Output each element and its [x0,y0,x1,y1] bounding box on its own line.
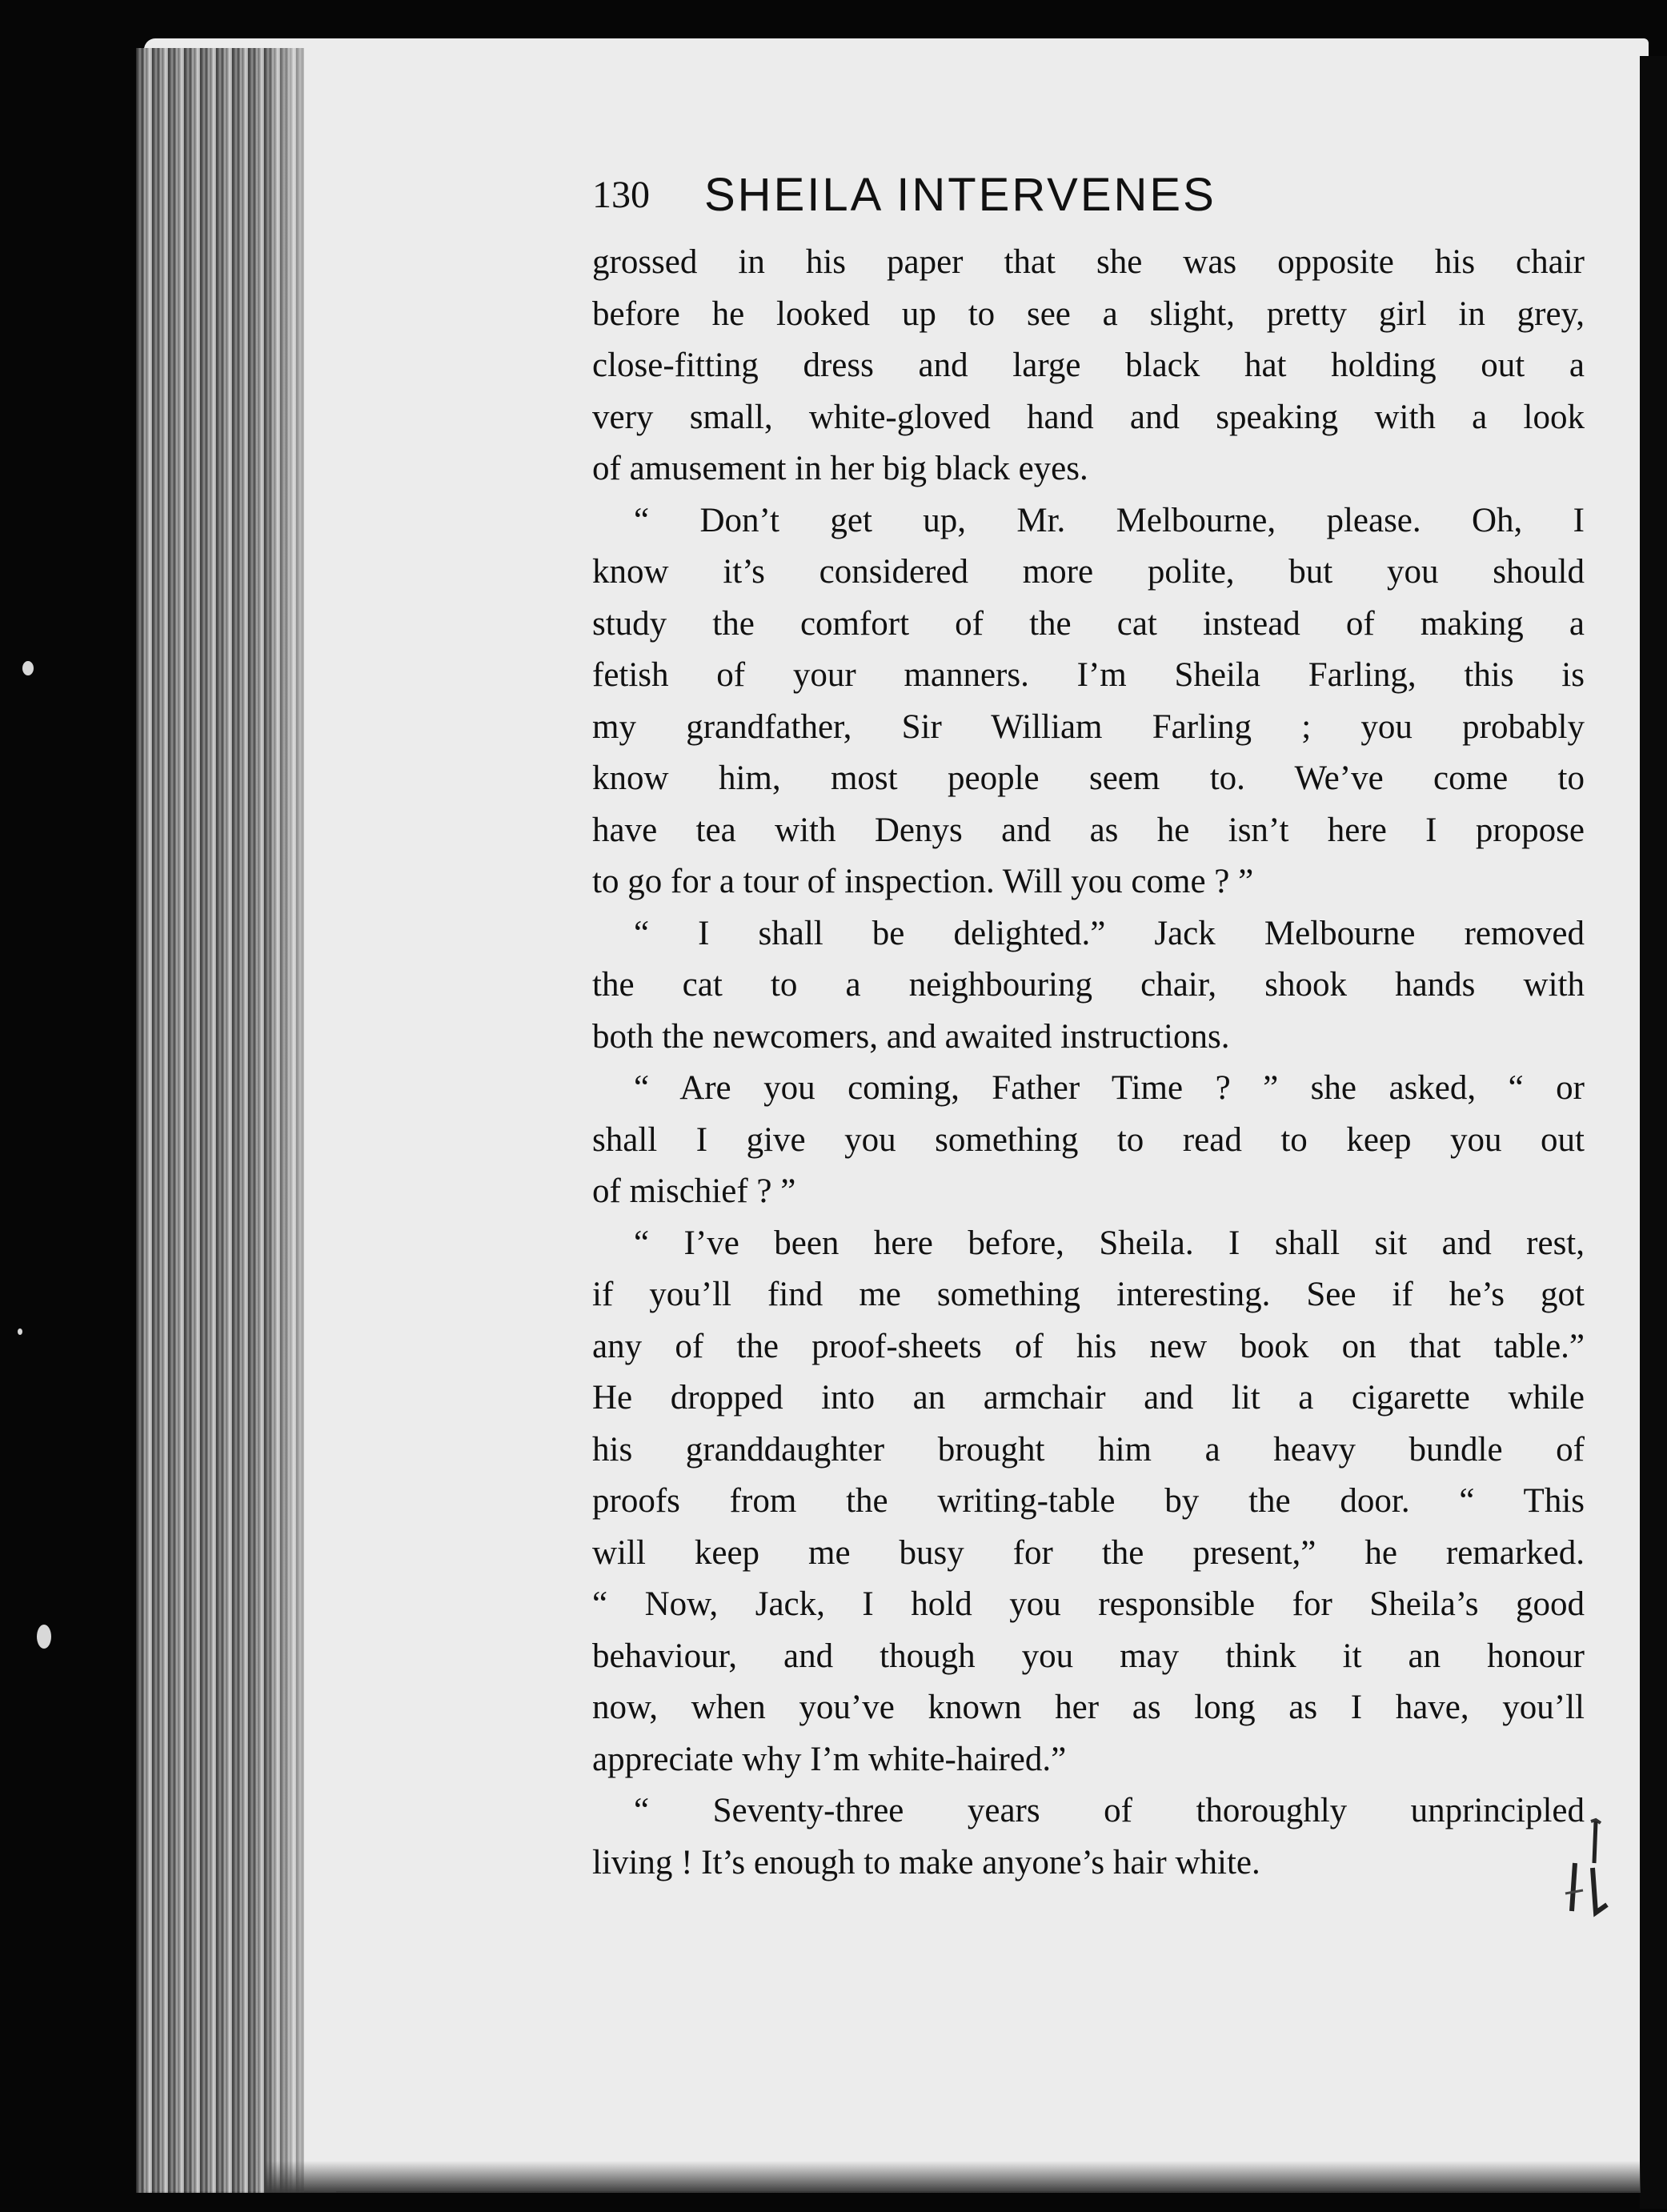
text-line: now, when you’ve known her as long as I have, you’ll [592,1689,1585,1726]
text-line: know it’s considered more polite, but you should [592,553,1585,591]
text-line: before he looked up to see a slight, pretty girl in grey, [592,295,1585,333]
text-line: fetish of your manners. I’m Sheila Farling, this is [592,656,1585,694]
text-line: close-fitting dress and large black hat holding out a [592,347,1585,384]
text-line: of amusement in her big black eyes. [592,450,1088,487]
page-number: 130 [592,174,650,216]
text-line: living ! It’s enough to make anyone’s hair white. [592,1843,1260,1881]
dust-speck [22,661,34,675]
handwritten-mark-icon [1559,1815,1615,1919]
text-line: He dropped into an armchair and lit a cigarette while [592,1379,1585,1417]
text-line: study the comfort of the cat instead of making a [592,604,1585,643]
text-line: of mischief ? ” [592,1172,796,1210]
text-line: the cat to a neighbouring chair, shook hands with [592,966,1585,1004]
running-title: SHEILA INTERVENES [704,169,1216,221]
handwritten-mark [1559,1815,1615,1919]
text-line: “ I’ve been here before, Sheila. I shall sit and rest, [634,1224,1585,1262]
text-line: to go for a tour of inspection. Will you come ? ” [592,863,1254,900]
text-line: grossed in his paper that she was opposite his chair [592,243,1585,281]
page-bottom-shadow [264,2161,1641,2193]
text-line: “ Now, Jack, I hold you responsible for Sheila’s good [592,1585,1585,1623]
text-line: appreciate why I’m white-haired.” [592,1740,1067,1778]
text-line: know him, most people seem to. We’ve come to [592,759,1585,797]
dust-speck [37,1625,51,1649]
text-line: his granddaughter brought him a heavy bundle of [592,1430,1585,1469]
text-line: “ Seventy-three years of thoroughly unprincipled [634,1792,1585,1829]
body-text [592,237,1585,1889]
text-line: shall I give you something to read to keep you out [592,1120,1585,1159]
text-line: will keep me busy for the present,” he remarked. [592,1533,1585,1572]
text-line: any of the proof-sheets of his new book on that table.” [592,1327,1585,1365]
text-line: very small, white-gloved hand and speaking with a look [592,398,1585,436]
text-line: “ I shall be delighted.” Jack Melbourne removed [634,914,1585,952]
page-header [592,168,1585,232]
text-line: both the newcomers, and awaited instructions. [592,1017,1230,1056]
text-line: “ Don’t get up, Mr. Melbourne, please. Oh, I [634,501,1585,539]
text-line: “ Are you coming, Father Time ? ” she asked, “ or [634,1069,1585,1107]
text-line: proofs from the writing-table by the door. “ This [592,1482,1585,1520]
text-line: have tea with Denys and as he isn’t here I propose [592,811,1585,849]
dust-speck [18,1328,22,1335]
text-line: if you’ll find me something interesting. See if he’s got [592,1276,1585,1313]
text-line: behaviour, and though you may think it an honour [592,1637,1585,1675]
page-edges-fade [264,48,336,2193]
scan-border-right [1640,56,1667,2209]
text-line: my grandfather, Sir William Farling ; you probably [592,707,1585,746]
